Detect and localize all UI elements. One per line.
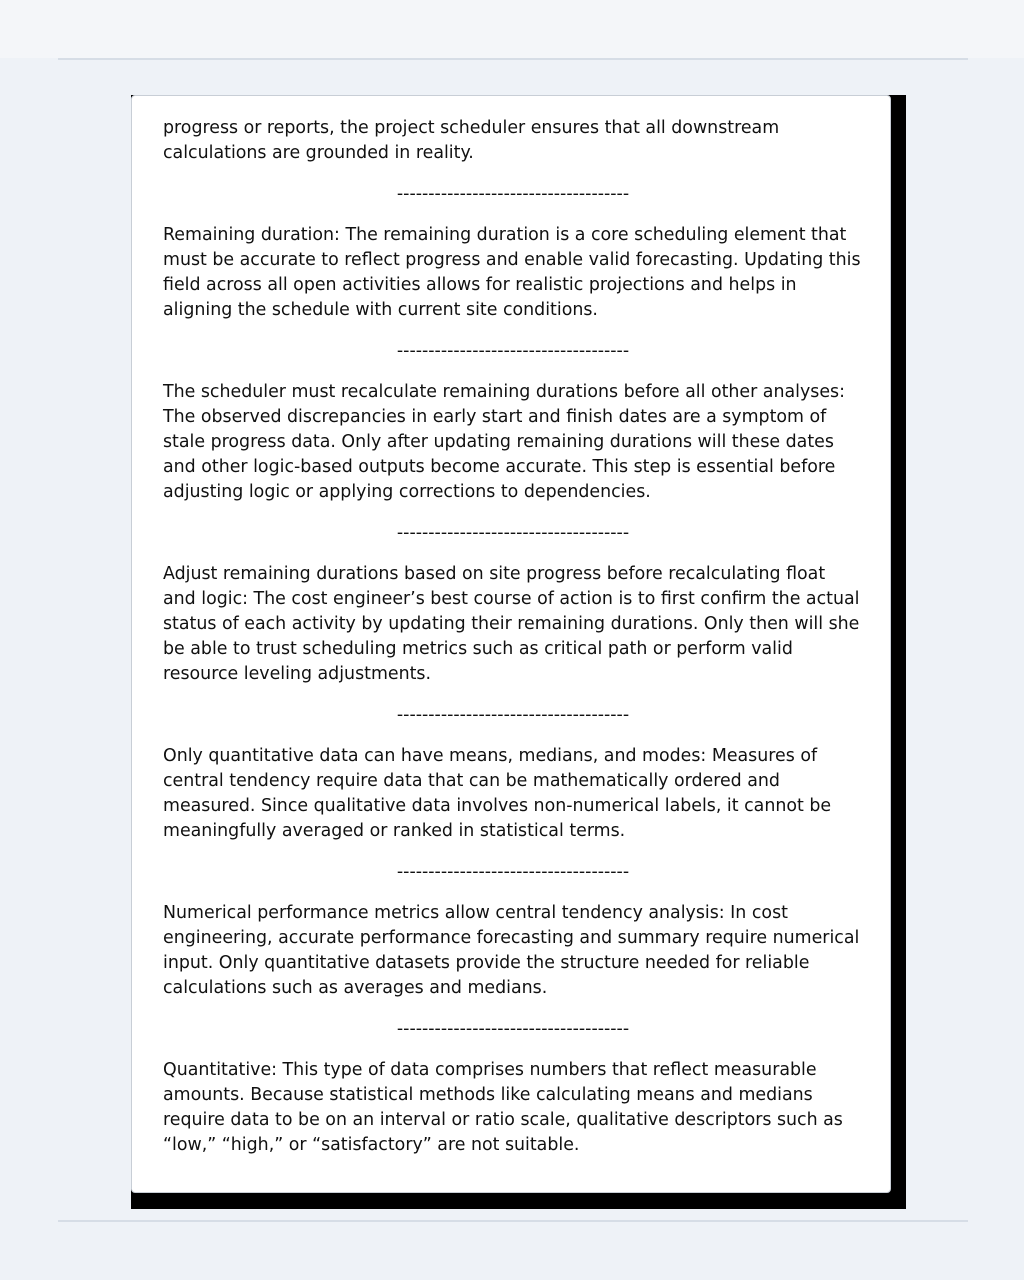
document-page [131, 95, 891, 1193]
paragraph-4: Adjust remaining durations based on site progress before recalculating float and logic: The cost engineer’s best course of action is to first confirm the actual status of each activity by updating their remaining durations. Only then will she be able to trust scheduling metrics such as critical path or perform valid resource leveling adjustments. [163, 564, 860, 684]
paragraph-6: Numerical performance metrics allow central tendency analysis: In cost engineering, accurate performance forecasting and summary require numerical input. Only quantitative datasets provide the structure needed for reliable calculations such as averages and medians. [163, 903, 860, 998]
separator-2: ------------------------------------- [396, 341, 630, 361]
bottom-divider [58, 1220, 968, 1222]
separator-5: ------------------------------------- [396, 862, 630, 882]
top-bar [0, 0, 1024, 58]
paragraph-2: Remaining duration: The remaining duration is a core scheduling element that must be accurate to reflect progress and enable valid forecasting. Updating this field across all open activities allows for realistic projections and helps in aligning the schedule with current site conditions. [163, 225, 861, 320]
paragraph-5: Only quantitative data can have means, medians, and modes: Measures of central tendency require data that can be mathematically ordered and measured. Since qualitative data involves non-numerical labels, it cannot be meaningfully averaged or ranked in statistical terms. [163, 746, 832, 841]
separator-4: ------------------------------------- [396, 705, 630, 725]
separator-6: ------------------------------------- [396, 1019, 630, 1039]
paragraph-7: Quantitative: This type of data comprises numbers that reflect measurable amounts. Because statistical methods like calculating means and medians require data to be on an interval or ratio scale, qualitative descriptors such as “low,” “high,” or “satisfactory” are not suitable. [163, 1060, 843, 1155]
top-divider [58, 58, 968, 60]
paragraph-3: The scheduler must recalculate remaining durations before all other analyses: The observed discrepancies in early start and finish dates are a symptom of stale progress data. Only after updating remaining durations will these dates and other logic-based outputs become accurate. This step is essential before adjusting logic or applying corrections to dependencies. [163, 382, 845, 502]
separator-1: ------------------------------------- [396, 184, 630, 204]
separator-3: ------------------------------------- [396, 523, 630, 543]
paragraph-1: progress or reports, the project scheduler ensures that all downstream calculations are grounded in reality. [163, 118, 780, 163]
